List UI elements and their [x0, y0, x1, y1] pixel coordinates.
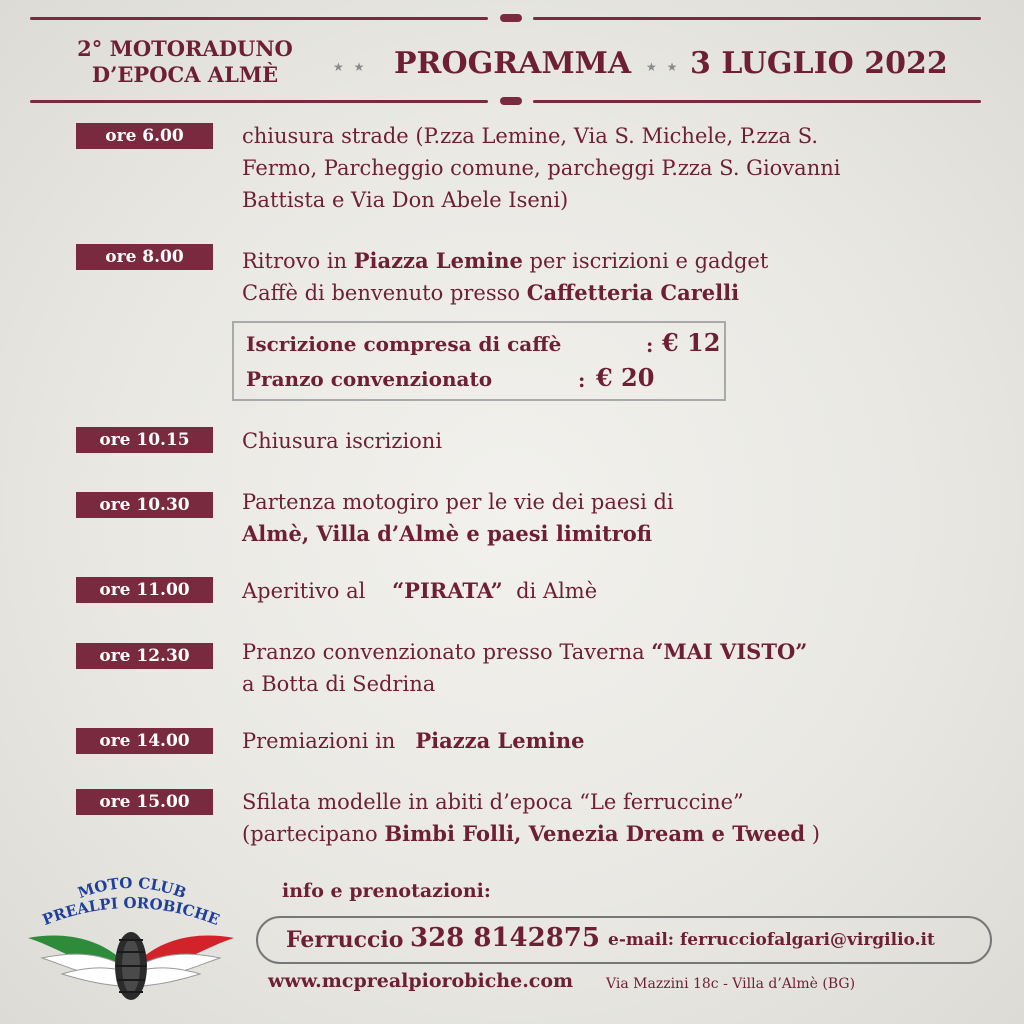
- logo-text-line2: PREALPI OROBICHE: [39, 893, 223, 930]
- registration-label: Iscrizione compresa di caffè: [246, 332, 562, 356]
- time-badge: ore 10.30: [76, 492, 213, 518]
- event-title-line2: D’EPOCA ALMÈ: [91, 62, 279, 87]
- price-box: [232, 321, 726, 401]
- lunch-colon: :: [578, 368, 586, 392]
- time-badge: ore 6.00: [76, 123, 213, 149]
- tire-icon: [115, 932, 147, 1000]
- schedule-description: [242, 486, 982, 550]
- description-line: a Botta di Sedrina: [242, 672, 436, 696]
- lunch-price: € 20: [596, 363, 655, 392]
- time-badge: ore 8.00: [76, 244, 213, 270]
- description-line: Pranzo convenzionato presso Taverna “MAI VISTO”: [242, 639, 808, 664]
- time-badge: ore 11.00: [76, 577, 213, 603]
- registration-colon: :: [646, 333, 654, 357]
- highlight-location: Piazza Lemine: [415, 728, 585, 753]
- event-date: 3 LUGLIO 2022: [690, 46, 948, 81]
- description-line: Chiusura iscrizioni: [242, 429, 443, 453]
- logo-text-line1: MOTO CLUB: [75, 873, 189, 903]
- description-line: (partecipano Bimbi Folli, Venezia Dream e Tweed ): [242, 821, 820, 846]
- description-line: chiusura strade (P.zza Lemine, Via S. Michele, P.zza S.: [242, 124, 819, 148]
- description-line: Aperitivo al “PIRATA” di Almè: [242, 578, 598, 603]
- bottom-rule-left: [30, 100, 488, 103]
- time-badge: ore 10.15: [76, 427, 213, 453]
- left-wing-icon: [28, 935, 120, 986]
- schedule-description: [242, 120, 982, 216]
- schedule-description: [242, 725, 982, 757]
- time-badge: ore 15.00: [76, 789, 213, 815]
- description-line: Fermo, Parcheggio comune, parcheggi P.zza S. Giovanni: [242, 156, 841, 180]
- schedule-description: [242, 636, 982, 700]
- description-line: Battista e Via Don Abele Iseni): [242, 188, 569, 212]
- description-line: Partenza motogiro per le vie dei paesi di: [242, 490, 674, 514]
- description-line: Caffè di benvenuto presso Caffetteria Carelli: [242, 280, 740, 305]
- contact-email[interactable]: e-mail: ferrucciofalgari@virgilio.it: [608, 930, 935, 950]
- description-line: Almè, Villa d’Almè e paesi limitrofi: [242, 521, 653, 546]
- moto-club-logo: [24, 866, 238, 1006]
- contact-name: Ferruccio: [286, 927, 404, 953]
- lunch-label: Pranzo convenzionato: [246, 367, 493, 391]
- top-rule-right: [533, 17, 981, 20]
- highlight-venue: “PIRATA”: [392, 578, 503, 603]
- schedule-description: [242, 575, 982, 607]
- bottom-rule-right: [533, 100, 981, 103]
- event-title-line1: 2° MOTORADUNO: [77, 36, 293, 61]
- club-address: Via Mazzini 18c - Villa d’Almè (BG): [606, 976, 856, 992]
- schedule-description: [242, 786, 982, 850]
- time-badge: ore 12.30: [76, 643, 213, 669]
- description-line: Ritrovo in Piazza Lemine per iscrizioni e gadget: [242, 248, 769, 273]
- highlight-location: Piazza Lemine: [353, 248, 523, 273]
- time-badge: ore 14.00: [76, 728, 213, 754]
- info-label: info e prenotazioni:: [282, 880, 491, 902]
- bottom-rule-ornament: [500, 97, 522, 105]
- event-title: [50, 36, 320, 88]
- stars-decoration-left: ★ ★: [333, 60, 368, 74]
- description-line: Sfilata modelle in abiti d’epoca “Le ferruccine”: [242, 790, 744, 814]
- schedule-description: [242, 245, 982, 309]
- stars-decoration-right: ★ ★: [646, 60, 681, 74]
- website-link[interactable]: www.mcprealpiorobiche.com: [268, 970, 574, 992]
- highlight-venue: “MAI VISTO”: [651, 639, 808, 664]
- schedule-description: [242, 425, 982, 457]
- contact-box: [256, 916, 992, 964]
- right-wing-icon: [142, 935, 234, 986]
- top-rule-left: [30, 17, 488, 20]
- contact-phone[interactable]: 328 8142875: [410, 923, 600, 953]
- program-title: PROGRAMMA: [394, 46, 632, 81]
- highlight-venue: Caffetteria Carelli: [526, 280, 740, 305]
- description-line: Premiazioni in Piazza Lemine: [242, 728, 585, 753]
- registration-price: € 12: [662, 328, 721, 357]
- highlight-participants: Bimbi Folli, Venezia Dream e Tweed: [384, 821, 806, 846]
- top-rule-ornament: [500, 14, 522, 22]
